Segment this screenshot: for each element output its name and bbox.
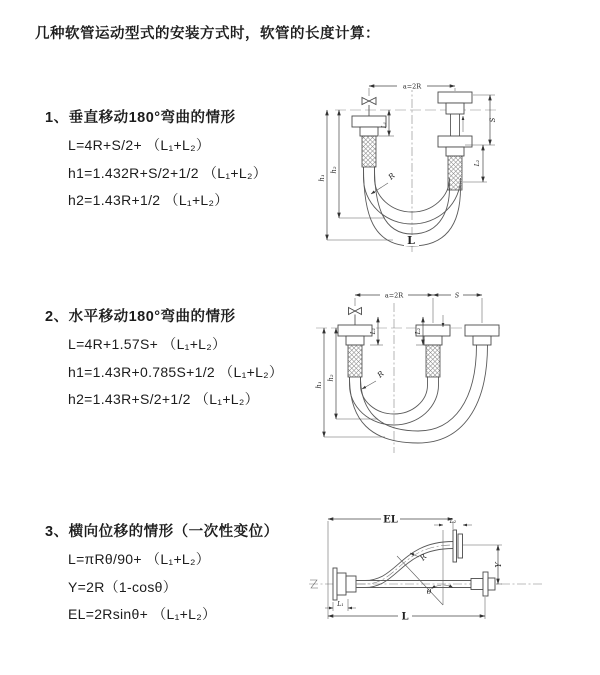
diagram-horizontal-180-bend [300, 285, 570, 460]
dimension-lines [325, 514, 503, 623]
braided-section [348, 345, 362, 377]
dim-label-theta: θ [426, 587, 432, 596]
dim-label-h2: h₂ [327, 374, 335, 382]
braided-section [362, 136, 376, 167]
dim-label-span: a=2R [384, 291, 404, 300]
valve-icon [349, 298, 362, 325]
dim-label-l: L [407, 234, 415, 247]
formula-line: EL=2Rsinθ+ （L₁+L₂） [68, 606, 217, 622]
top-flange-displaced-position [453, 530, 463, 562]
dim-label-h1: h₁ [315, 381, 323, 389]
diagram-vertical-180-bend [305, 70, 575, 260]
section-3-heading: 3、横向位移的情形（一次性变位） [45, 524, 279, 540]
dim-label-l: L [401, 611, 409, 623]
dim-label-h2: h₂ [330, 166, 338, 174]
hose-loops [350, 345, 488, 443]
formula-line: h1=1.43R+0.785S+1/2 （L₁+L₂） [68, 363, 284, 380]
left-flange-fitting [333, 568, 356, 600]
dim-label-span: a=2R [402, 82, 422, 91]
braided-section [426, 345, 440, 377]
right-hose-fitting-positions [438, 92, 472, 190]
dim-label-l2: L₂ [474, 159, 481, 167]
dim-label-l2: L₂ [415, 327, 422, 335]
section-1-heading: 1、垂直移动180°弯曲的情形 [45, 110, 236, 126]
dim-label-s: S [489, 117, 497, 123]
dim-label-el: EL [383, 514, 398, 526]
page-title: 几种软管运动型式的安装方式时，软管的长度计算： [35, 26, 380, 42]
dimension-lines [315, 291, 482, 437]
section-lateral-displacement [45, 523, 279, 629]
dim-label-l2: L₂ [449, 518, 457, 525]
reference-lines [335, 83, 497, 252]
right-fitting-straight-position [471, 572, 495, 596]
braided-section [448, 156, 462, 190]
dim-label-r: R [418, 552, 429, 563]
dim-label-r: R [386, 171, 397, 182]
formula-line: h2=1.43R+S/2+1/2 （L₁+L₂） [68, 391, 259, 407]
left-hose-fitting [338, 325, 372, 377]
section-horizontal-movement [45, 308, 283, 414]
dim-label-l1: L₁ [370, 327, 377, 335]
diagram-lateral-displacement [303, 503, 573, 648]
dimension-lines [318, 82, 497, 247]
formula-line: h2=1.43R+1/2 （L₁+L₂） [68, 192, 229, 208]
dim-label-h1: h₁ [318, 174, 326, 182]
formula-line: L=4R+1.57S+ （L₁+L₂） [68, 336, 227, 352]
dim-label-y: Y [494, 562, 503, 568]
dim-label-l1: L₁ [337, 601, 344, 608]
section-vertical-movement [45, 109, 267, 215]
formula-line: L=4R+S/2+ （L₁+L₂） [68, 137, 211, 153]
formula-line: h1=1.432R+S/2+1/2 （L₁+L₂） [68, 164, 268, 181]
formula-line: L=πRθ/90+ （L₁+L₂） [68, 551, 211, 567]
dim-label-l1: L₁ [381, 121, 388, 129]
formula-line: Y=2R（1-cosθ） [68, 578, 178, 595]
section-2-heading: 2、水平移动180°弯曲的情形 [45, 309, 236, 325]
dim-label-s: S [454, 291, 460, 300]
valve-icon [362, 88, 376, 116]
right-hose-fitting-displaced [465, 325, 499, 345]
dim-label-r: R [375, 369, 386, 380]
